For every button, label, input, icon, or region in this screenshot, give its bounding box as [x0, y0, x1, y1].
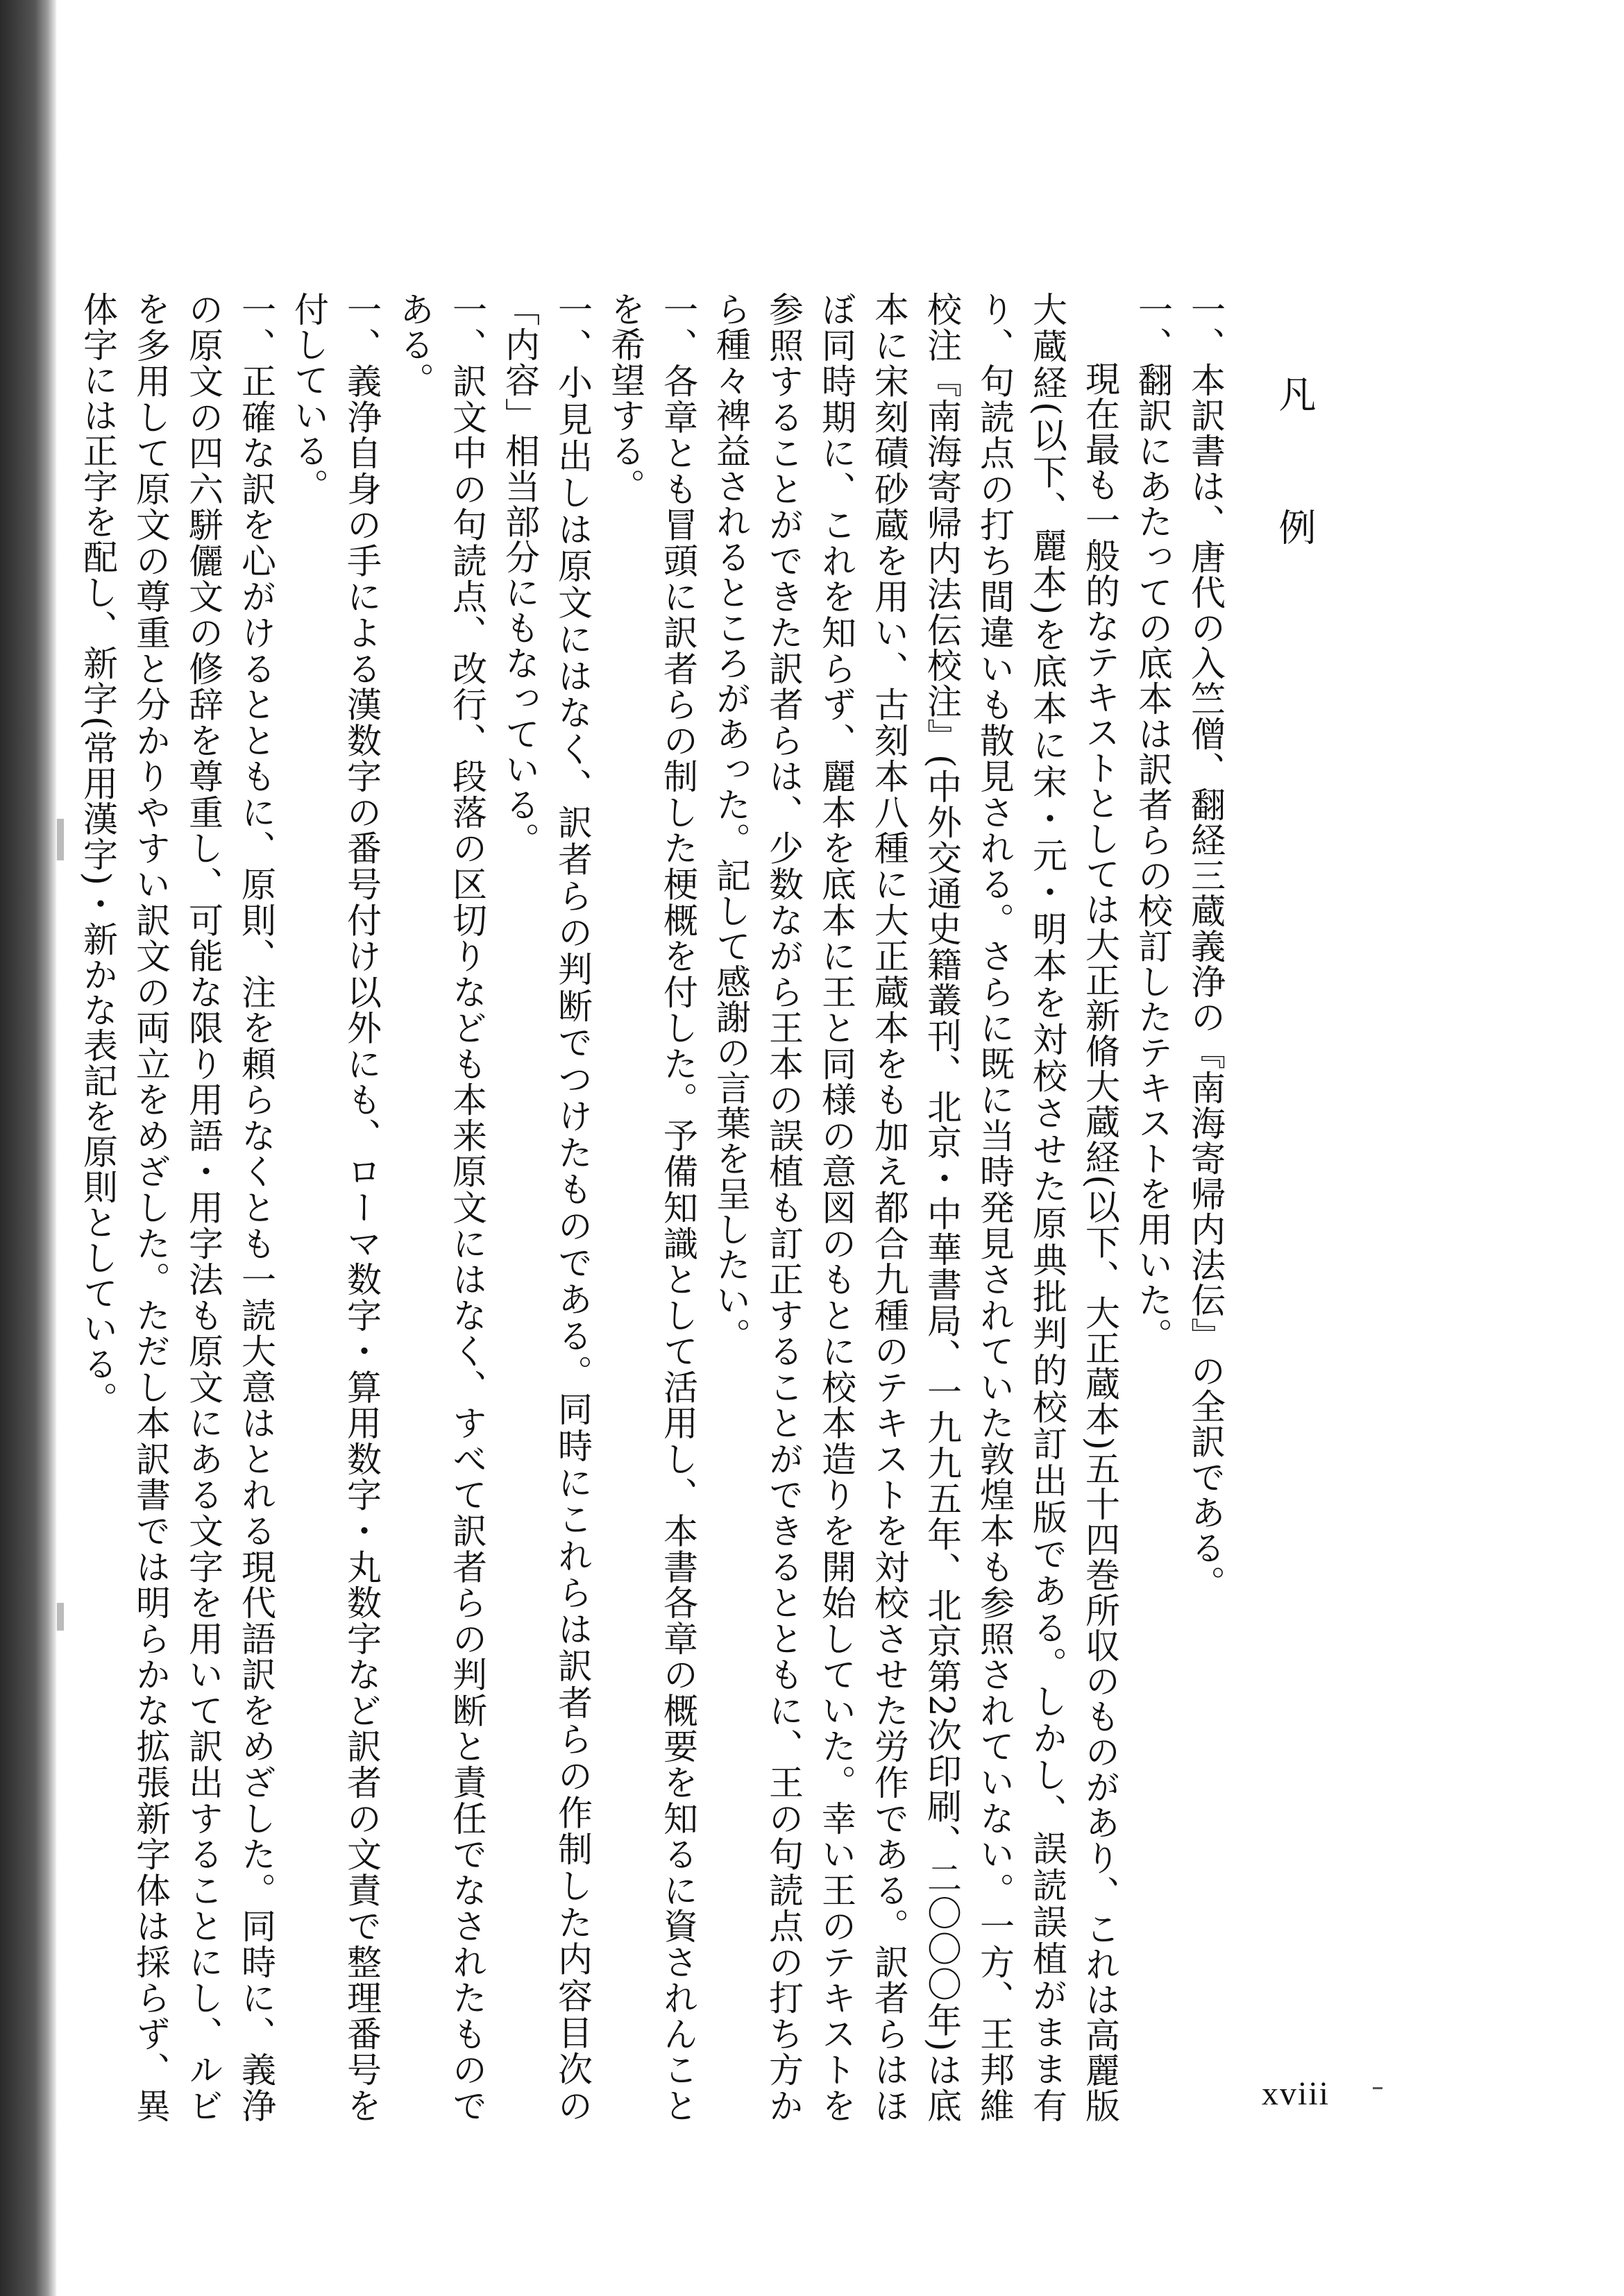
- item-marker: 一、: [236, 291, 276, 364]
- item-text: 訳文中の句読点、改行、段落の区切りなども本来原文にはなく、すべて訳者らの判断と責任でなされたものである。: [394, 291, 487, 2124]
- item-text: 小見出しは原文にはなく、訳者らの判断でつけたものである。同時にこれらは訳者らの作制した内容目次の「内容」相当部分にもなっている。: [500, 291, 593, 2124]
- list-item: [388, 291, 493, 2123]
- list-item-continuation: [704, 291, 1126, 2123]
- page-title: 凡 例: [1273, 375, 1317, 575]
- page-number: xviii: [1262, 2075, 1330, 2112]
- item-marker: 一、: [1185, 291, 1226, 362]
- list-item: [282, 291, 388, 2123]
- item-marker: 一、: [552, 291, 593, 365]
- item-text: 義浄自身の手による漢数字の番号付け以外にも、ローマ数字・算用数字・丸数字など訳者の文責で整理番号を付している。: [289, 291, 382, 2124]
- item-marker: 一、: [447, 291, 487, 364]
- list-item: [1179, 291, 1232, 2123]
- item-marker: 一、: [341, 291, 382, 364]
- list-item: [1126, 291, 1179, 2123]
- item-continuation-text: 現在最も一般的なテキストとしては大正新脩大蔵経(以下、大正蔵本)五十四巻所収のものがあり、これは高麗版大蔵経(以下、麗本)を底本に宋・元・明本を対校させた原典批判的校訂出版である。しかし、誤読誤植がまま有り、句読点の打ち間違いも散見される。さらに既に当時発見されていた敦煌本も参照されていない。一方、王邦維校注『南海寄帰内法伝校注』(中外交通史籍叢刊、北京・中華書局、一九九五年、北京第2次印刷、二〇〇〇年)は底本に宋刻磧砂蔵を用い、古刻本八種に大正蔵本をも加え都合九種のテキストを対校させた労作である。訳者らはほぼ同時期に、これを知らず、麗本を底本に王と同様の意図のもとに校本造りを開始していた。幸い王のテキストを参照することができた訳者らは、少数ながら王本の誤植も訂正することができるとともに、王の句読点の打ち方から種々裨益されるところがあった。記して感謝の言葉を呈したい。: [711, 291, 1120, 2124]
- item-text: 翻訳にあたっての底本は訳者らの校訂したテキストを用いた。: [1133, 362, 1173, 1353]
- scan-mark: [1373, 2087, 1382, 2089]
- item-marker: 一、: [658, 291, 698, 364]
- list-item: [493, 291, 599, 2123]
- item-text: 各章とも冒頭に訳者らの制した梗概を付した。予備知識として活用し、本書各章の概要を知るに資されんことを希望する。: [605, 291, 698, 2124]
- list-item: [599, 291, 704, 2123]
- scan-speck: [57, 1603, 64, 1631]
- scan-binding-edge: [0, 0, 57, 2296]
- item-text: 本訳書は、唐代の入竺僧、翻経三蔵義浄の『南海寄帰内法伝』の全訳である。: [1185, 362, 1226, 1601]
- item-text: 正確な訳を心がけるとともに、原則、注を頼らなくとも一読大意はとれる現代語訳をめざした。同時に、義浄の原文の四六駢儷文の修辞を尊重し、可能な限り用語・用字法も原文にある文字を用いて訳出することにし、ルビを多用して原文の尊重と分かりやすい訳文の両立をめざした。ただし本訳書では明らかな拡張新字体は採らず、異体字には正字を配し、新字(常用漢字)・新かな表記を原則としている。: [78, 291, 276, 2124]
- list-item: [71, 291, 282, 2123]
- scan-speck: [57, 819, 64, 860]
- item-marker: 一、: [1133, 291, 1173, 362]
- body-text: [78, 291, 1232, 2124]
